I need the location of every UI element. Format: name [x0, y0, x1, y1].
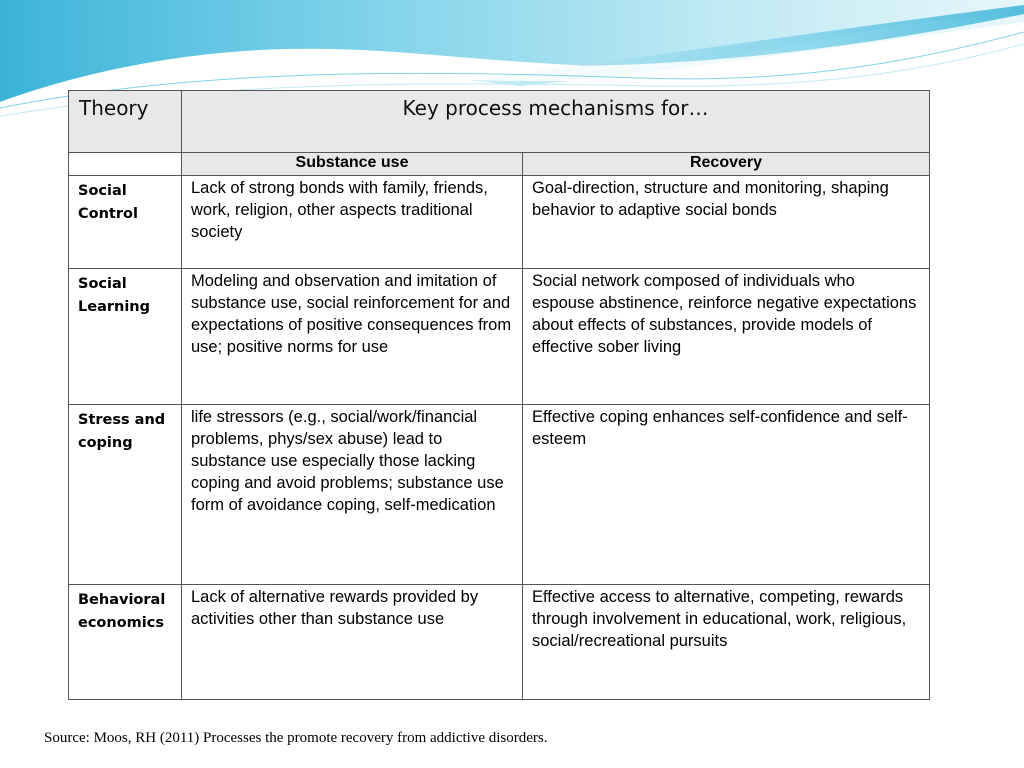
row-theory: Behavioral economics: [69, 585, 182, 700]
subheader-blank: [69, 153, 182, 176]
row-substance-use: Lack of alternative rewards provided by activities other than substance use: [182, 585, 523, 700]
row-substance-use: life stressors (e.g., social/work/financial problems, phys/sex abuse) lead to substance use especially those lacking coping and avoid problems; substance use form of avoidance coping, self-medication: [182, 405, 523, 585]
row-recovery: Effective coping enhances self-confidence and self-esteem: [523, 405, 930, 585]
row-recovery: Goal-direction, structure and monitoring, shaping behavior to adaptive social bonds: [523, 176, 930, 269]
table-row: [69, 405, 930, 585]
row-recovery: Social network composed of individuals who espouse abstinence, reinforce negative expectations about effects of substances, provide models of effective sober living: [523, 269, 930, 405]
table-row: [69, 176, 930, 269]
table-header-row: [69, 91, 930, 153]
subheader-recovery: Recovery: [523, 153, 930, 176]
table-row: [69, 269, 930, 405]
row-substance-use: Lack of strong bonds with family, friends, work, religion, other aspects traditional society: [182, 176, 523, 269]
row-theory: Stress and coping: [69, 405, 182, 585]
row-substance-use: Modeling and observation and imitation of substance use, social reinforcement for and expectations of positive consequences from use; positive norms for use: [182, 269, 523, 405]
row-recovery: Effective access to alternative, competing, rewards through involvement in educational, work, religious, social/recreational pursuits: [523, 585, 930, 700]
subheader-substance-use: Substance use: [182, 153, 523, 176]
header-theory: Theory: [69, 91, 182, 153]
row-theory: Social Control: [69, 176, 182, 269]
table-row: [69, 585, 930, 700]
source-citation: Source: Moos, RH (2011) Processes the promote recovery from addictive disorders.: [44, 730, 548, 746]
row-theory: Social Learning: [69, 269, 182, 405]
table-subheader-row: [69, 153, 930, 176]
header-key-process: Key process mechanisms for…: [182, 91, 930, 153]
theory-mechanisms-table: [68, 90, 930, 700]
